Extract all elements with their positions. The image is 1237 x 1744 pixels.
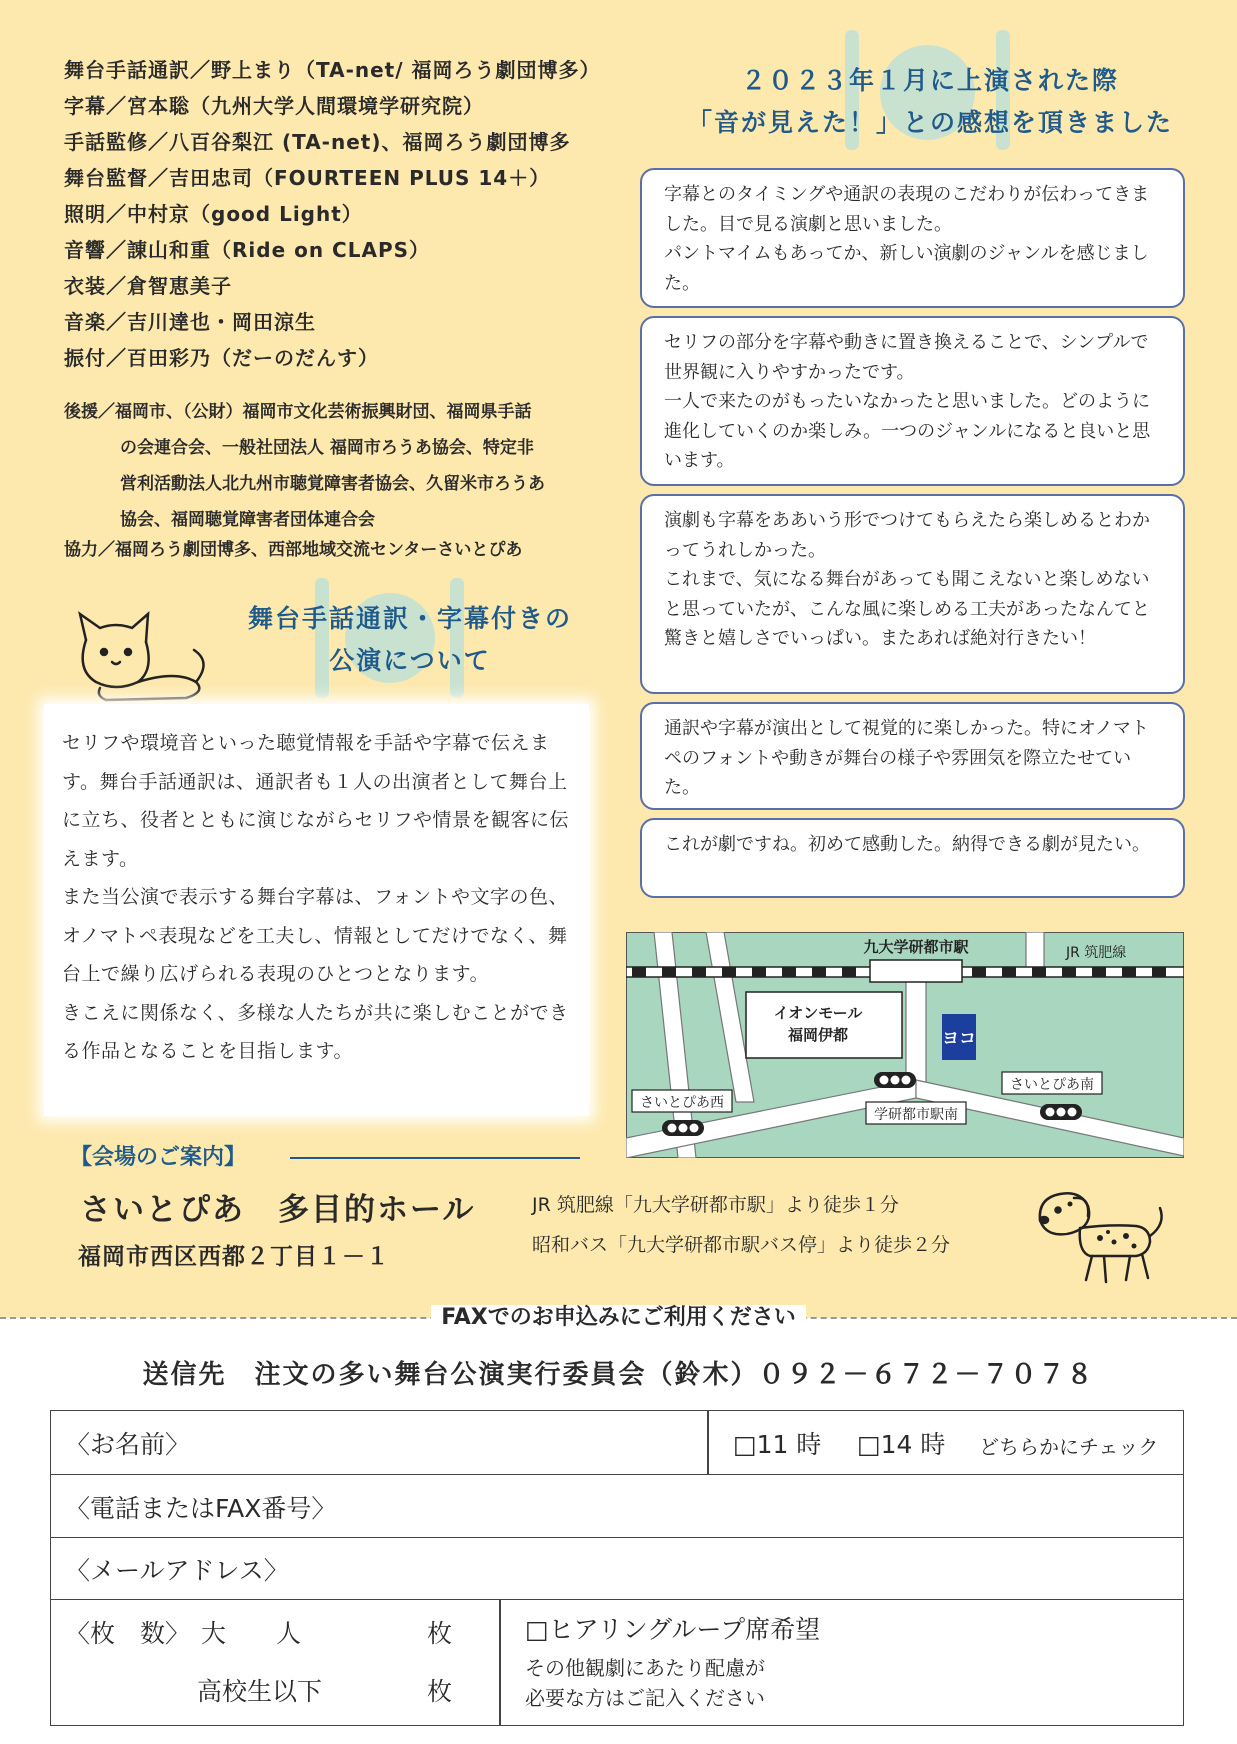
map-road [906,972,926,1082]
dog-icon [1030,1180,1170,1290]
access-train: JR 筑肥線「九大学研都市駅」より徒歩１分 [532,1194,899,1216]
credit-line: 音楽／吉川達也・岡田涼生 [64,310,316,334]
time-note: どちらかにチェック [979,1435,1159,1459]
rail-tick [1062,967,1076,977]
application-form [50,1410,1184,1726]
feedback-card: 演劇も字幕をああいう形でつけてもらえたら楽しめるとわかってうれしかった。 これまで、気になる舞台があっても聞こえないと楽しめないと思っていたが、こんな風に楽しめる工夫があったなんてと驚きと嬉しさでいっぱい。またあれば絶対行きたい！ [640,494,1185,694]
map-line-label: JR 筑肥線 [1066,945,1127,961]
email-field[interactable]: 〈メールアドレス〉 [65,1556,289,1585]
student-label: 高校生以下 [197,1677,323,1706]
form-row-count [51,1600,1183,1725]
fax-destination: 送信先 注文の多い舞台公演実行委員会（鈴木）０９２－６７２－７０７８ [142,1360,1095,1390]
rail-tick [1002,967,1016,977]
rail-tick [692,967,706,977]
rail-tick [722,967,736,977]
map-road [1026,932,1044,972]
cat-icon [66,600,216,710]
credit-line: 字幕／宮本聡（九州大学人間環境学研究院） [64,94,484,118]
venue-heading-rule [290,1157,580,1159]
adult-count-field[interactable]: 枚 [427,1619,453,1648]
about-paragraph: また当公演で表示する舞台字幕は、フォントや文字の色、オノマトペ表現などを工夫し、情報としてだけでなく、舞台上で繰り広げられる表現のひとつとなります。 [62,886,569,985]
credit-line: 振付／百田彩乃（だーのだんす） [64,346,379,370]
access-bus: 昭和バス「九大学研都市駅バス停」より徒歩２分 [532,1234,951,1256]
other-note[interactable]: 必要な方はご記入ください [525,1686,765,1710]
rail-tick [632,967,646,977]
mall-building [746,992,902,1058]
rail-tick [972,967,986,977]
about-paragraph: きこえに関係なく、多様な人たちが共に楽しむことができる作品となることを目指します。 [62,1001,569,1062]
about-heading [200,598,620,682]
bus-stop-label: さいとぴあ西 [640,1095,724,1111]
rail-tick [782,967,796,977]
rail-tick [1092,967,1106,977]
support-list [64,394,624,538]
mall-label: 福岡伊都 [787,1026,849,1044]
rail-tick [1152,967,1166,977]
count-label: 〈枚 数〉 [65,1619,191,1648]
cooperation-line: 協力／福岡ろう劇団博多、西部地域交流センターさいとぴあ [64,540,523,560]
feedback-card: 字幕とのタイミングや通訳の表現のこだわりが伝わってきました。目で見る演劇と思いました。 パントマイムもあってか、新しい演劇のジャンルを感じました。 [640,168,1185,308]
fax-note-text: FAXでのお申込みにご利用ください [431,1305,806,1330]
credit-line: 舞台監督／吉田忠司（FOURTEEN PLUS 14＋） [64,166,551,190]
fax-note [0,1300,1237,1331]
form-row-name [51,1411,1183,1475]
hearing-loop-checkbox[interactable]: □ヒアリングループ席希望 [525,1615,821,1644]
form-row-email [51,1538,1183,1600]
about-heading-line: 舞台手話通訳・字幕付きの [247,604,572,633]
name-field[interactable]: 〈お名前〉 [65,1430,191,1459]
venue-name: さいとぴあ 多目的ホール [80,1192,476,1228]
feedback-card: セリフの部分を字幕や動きに置き換えることで、シンプルで世界観に入りやすかったです。 一人で来たのがもったいなかったと思いました。どのように進化していくのか楽しみ。一つのジャンルになると良いと思います。 [640,316,1185,486]
form-divider [707,1411,709,1475]
about-paragraph: セリフや環境音といった聴覚情報を手話や字幕で伝えます。舞台手話通訳は、通訳者も１人の出演者として舞台上に立ち、役者とともに演じながらセリフや情景を観客に伝えます。 [62,732,570,870]
access-map [626,932,1184,1158]
station-building [870,960,962,982]
support-line: の会連合会、一般社団法人 福岡市ろうあ協会、特定非 [120,438,534,458]
about-text-box [44,704,589,1116]
about-heading-line: 公演について [329,646,491,675]
credit-line: 舞台手話通訳／野上まり（TA-net/ 福岡ろう劇団博多） [64,58,601,82]
rail-tick [662,967,676,977]
feedback-heading [640,60,1220,144]
other-note: その他観劇にあたり配慮が [525,1656,765,1680]
form-row-phone [51,1475,1183,1538]
bus-stop-label: さいとぴあ南 [1010,1077,1094,1093]
credit-line: 手話監修／八百谷梨江 (TA-net)、福岡ろう劇団博多 [64,130,571,154]
phone-field[interactable]: 〈電話またはFAX番号〉 [65,1494,337,1523]
support-line: 協会、福岡聴覚障害者団体連合会 [120,510,375,530]
credits-list [64,52,664,376]
credit-line: 照明／中村京（good Light） [64,202,363,226]
support-line: 営利活動法人北九州市聴覚障害者協会、久留米市ろうあ [120,474,545,494]
feedback-heading-line: 「音が見えた！」との感想を頂きました [686,108,1173,137]
rail-tick [812,967,826,977]
rail-tick [1122,967,1136,977]
bus-stop-label: 学研都市駅南 [874,1107,958,1123]
map-station-label: 九大学研都市駅 [863,938,969,956]
feedback-card: これが劇ですね。初めて感動した。納得できる劇が見たい。 [640,818,1185,898]
store-label: ヨコ [942,1029,976,1049]
mall-label: イオンモール [773,1004,863,1022]
time-14-checkbox[interactable]: □14 時 [857,1430,946,1459]
venue-heading: 【会場のご案内】 [70,1145,247,1170]
feedback-card: 通訳や字幕が演出として視覚的に楽しかった。特にオノマトペのフォントや動きが舞台の様子や雰囲気を際立たせていた。 [640,702,1185,810]
venue-address: 福岡市西区西都２丁目１－１ [78,1244,390,1270]
form-divider [499,1600,501,1725]
support-line: 後援／福岡市、（公財）福岡市文化芸術振興財団、福岡県手話 [64,402,532,422]
rail-tick [1032,967,1046,977]
adult-label: 大 人 [201,1619,302,1648]
rail-tick [842,967,856,977]
student-count-field[interactable]: 枚 [427,1677,453,1706]
rail-tick [752,967,766,977]
time-11-checkbox[interactable]: □11 時 [733,1430,822,1459]
credit-line: 衣装／倉智恵美子 [64,274,232,298]
credit-line: 音響／諌山和重（Ride on CLAPS） [64,238,431,262]
feedback-heading-line: ２０２３年１月に上演された際 [740,66,1119,95]
